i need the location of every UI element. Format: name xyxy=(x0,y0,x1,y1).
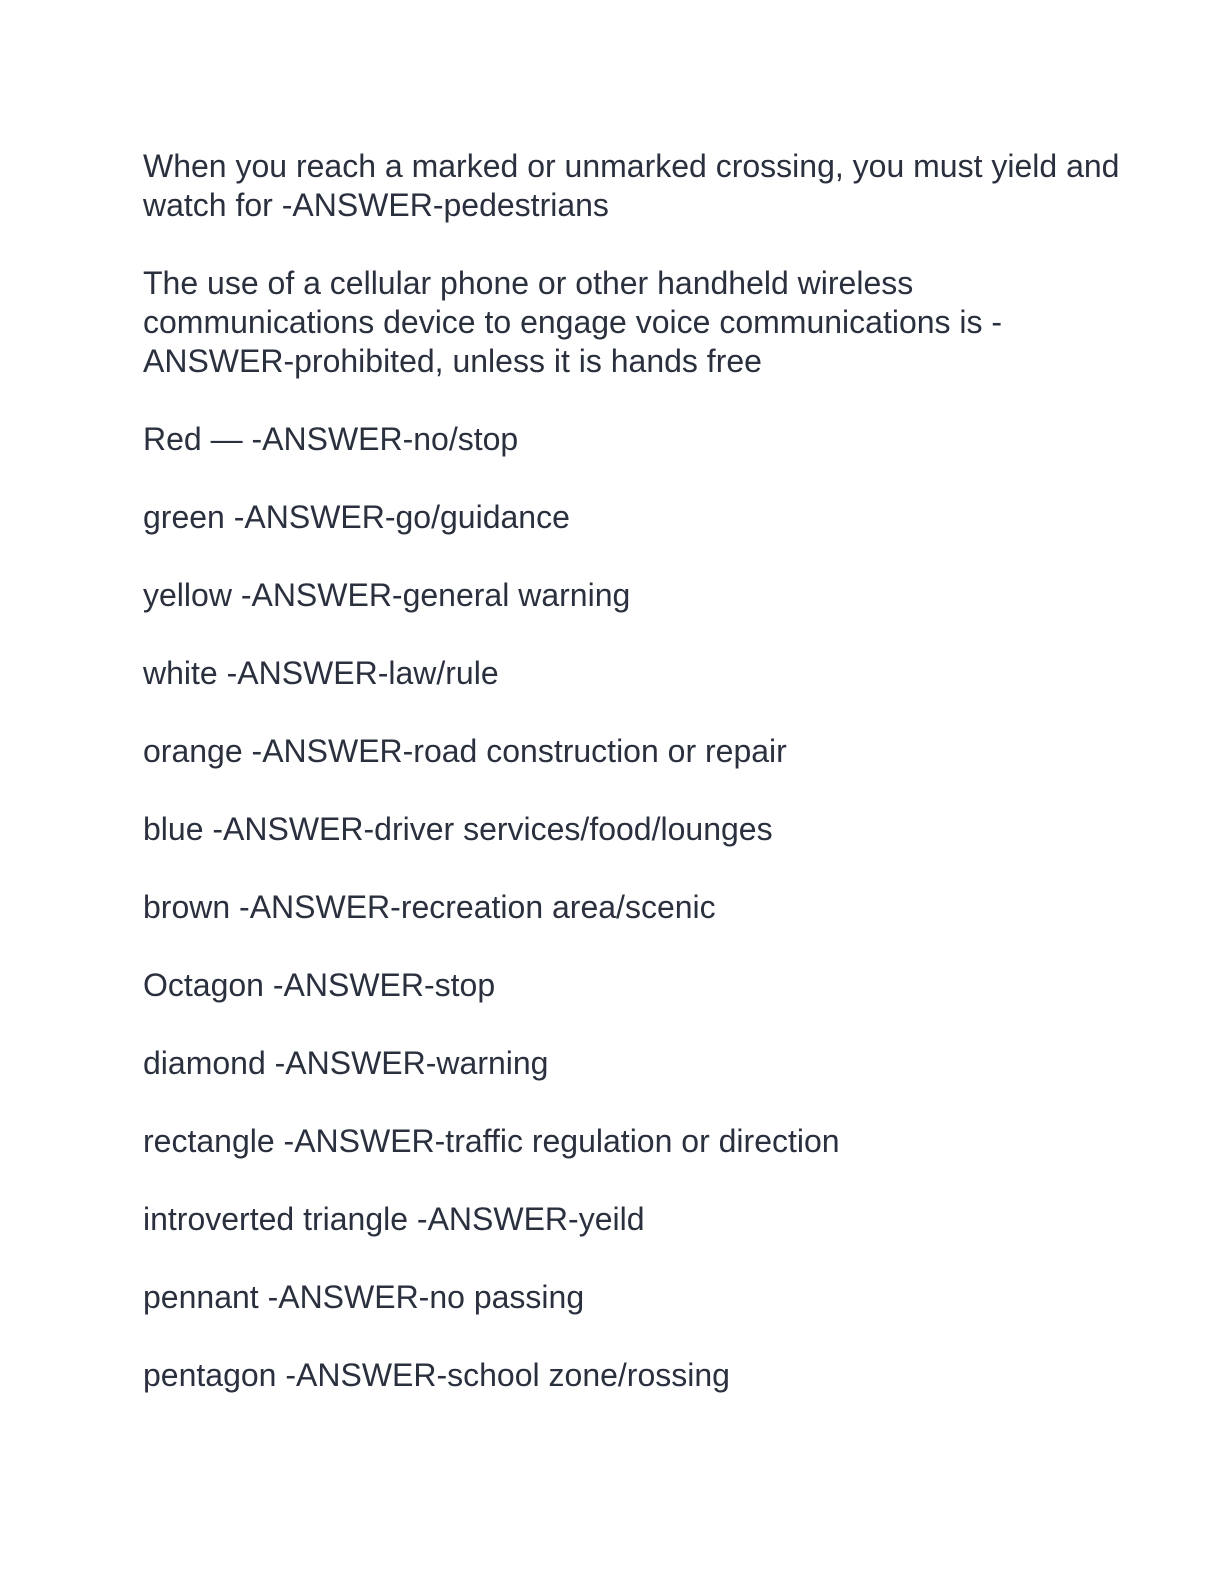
text-line: pentagon -ANSWER-school zone/rossing xyxy=(143,1357,730,1393)
paragraph-pentagon xyxy=(143,1356,1084,1395)
paragraph-blue xyxy=(143,810,1084,849)
paragraph-green xyxy=(143,498,1084,537)
paragraph-pennant xyxy=(143,1278,1084,1317)
paragraph-orange xyxy=(143,732,1084,771)
paragraph-cell-phone xyxy=(143,264,1084,381)
text-line: watch for -ANSWER-pedestrians xyxy=(143,187,609,223)
paragraph-yellow xyxy=(143,576,1084,615)
paragraph-rectangle xyxy=(143,1122,1084,1161)
paragraph-white xyxy=(143,654,1084,693)
paragraph-red xyxy=(143,420,1084,459)
text-line: pennant -ANSWER-no passing xyxy=(143,1279,585,1315)
text-line: The use of a cellular phone or other handheld wireless xyxy=(143,265,914,301)
paragraph-inverted-triangle xyxy=(143,1200,1084,1239)
paragraph-brown xyxy=(143,888,1084,927)
text-line: introverted triangle -ANSWER-yeild xyxy=(143,1201,645,1237)
text-line: rectangle -ANSWER-traffic regulation or direction xyxy=(143,1123,840,1159)
text-line: green -ANSWER-go/guidance xyxy=(143,499,570,535)
text-line: brown -ANSWER-recreation area/scenic xyxy=(143,889,716,925)
text-line: ANSWER-prohibited, unless it is hands free xyxy=(143,343,762,379)
text-line: yellow -ANSWER-general warning xyxy=(143,577,631,613)
text-line: communications device to engage voice communications is - xyxy=(143,304,1003,340)
paragraph-diamond xyxy=(143,1044,1084,1083)
text-line: Red — -ANSWER-no/stop xyxy=(143,421,519,457)
text-line: When you reach a marked or unmarked crossing, you must yield and xyxy=(143,148,1120,184)
text-line: Octagon -ANSWER-stop xyxy=(143,967,496,1003)
text-line: diamond -ANSWER-warning xyxy=(143,1045,549,1081)
paragraph-octagon xyxy=(143,966,1084,1005)
text-line: blue -ANSWER-driver services/food/lounges xyxy=(143,811,773,847)
text-line: white -ANSWER-law/rule xyxy=(143,655,499,691)
text-line: orange -ANSWER-road construction or repair xyxy=(143,733,787,769)
paragraph-crossing xyxy=(143,147,1120,225)
